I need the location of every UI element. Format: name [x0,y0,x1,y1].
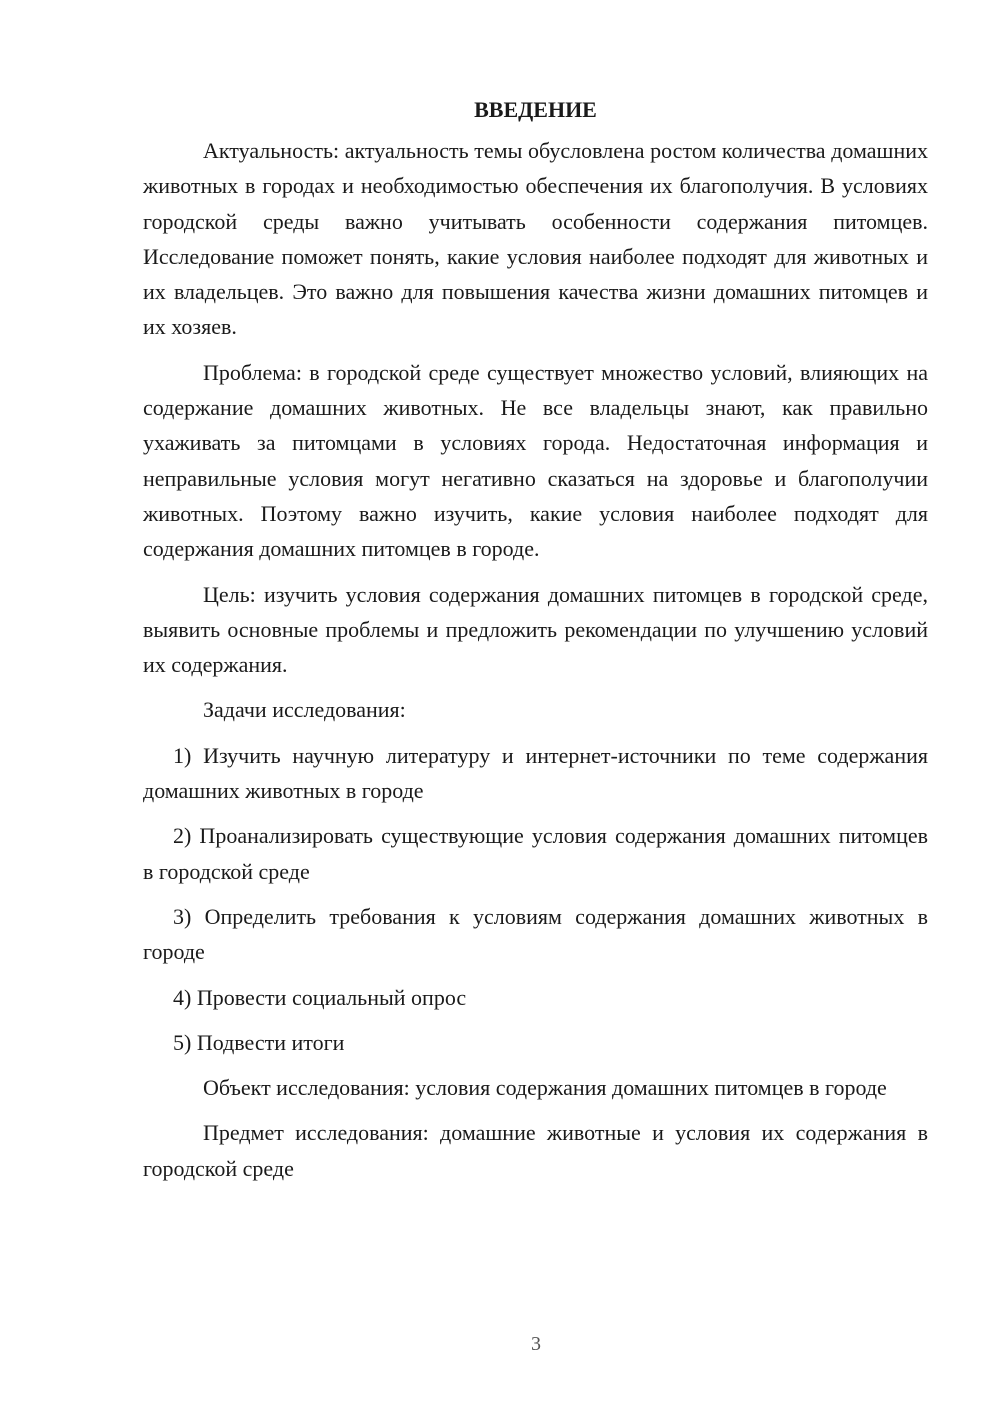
paragraph-relevance: Актуальность: актуальность темы обусловлена ростом количества домашних животных в городах и необходимостью обеспечения их благополучия. В условиях городской среды важно учитывать особенности содержания питомцев. Исследование поможет понять, какие условия наиболее подходят для животных и их владельцев. Это важно для повышения качества жизни домашних питомцев и их хозяев. [143,138,928,340]
task-item-1: 1) Изучить научную литературу и интернет-источники по теме содержания домашних животных в городе [143,742,928,804]
tasks-header: Задачи исследования: [203,697,406,723]
task-item-3: 3) Определить требования к условиям содержания домашних животных в городе [143,903,928,965]
task-item-5: 5) Подвести итоги [173,1029,345,1055]
paragraph-goal: Цель: изучить условия содержания домашних питомцев в городской среде, выявить основные проблемы и предложить рекомендации по улучшению условий их содержания. [143,581,928,678]
paragraph-problem: Проблема: в городской среде существует множество условий, влияющих на содержание домашних животных. Не все владельцы знают, как правильно ухаживать за питомцами в условиях города. Недостаточная информация и неправильные условия могут негативно сказаться на здоровье и благополучии животных. Поэтому важно изучить, какие условия наиболее подходят для содержания домашних питомцев в городе. [143,359,928,562]
paragraph-object: Объект исследования: условия содержания домашних питомцев в городе [203,1075,887,1101]
page-number: 3 [531,1333,541,1355]
page-title: ВВЕДЕНИЕ [474,97,597,122]
task-item-4: 4) Провести социальный опрос [173,984,467,1010]
paragraph-subject: Предмет исследования: домашние животные и условия их содержания в городской среде [143,1120,928,1181]
task-item-2: 2) Проанализировать существующие условия содержания домашних питомцев в городской среде [143,823,928,884]
document-page [143,92,928,1196]
